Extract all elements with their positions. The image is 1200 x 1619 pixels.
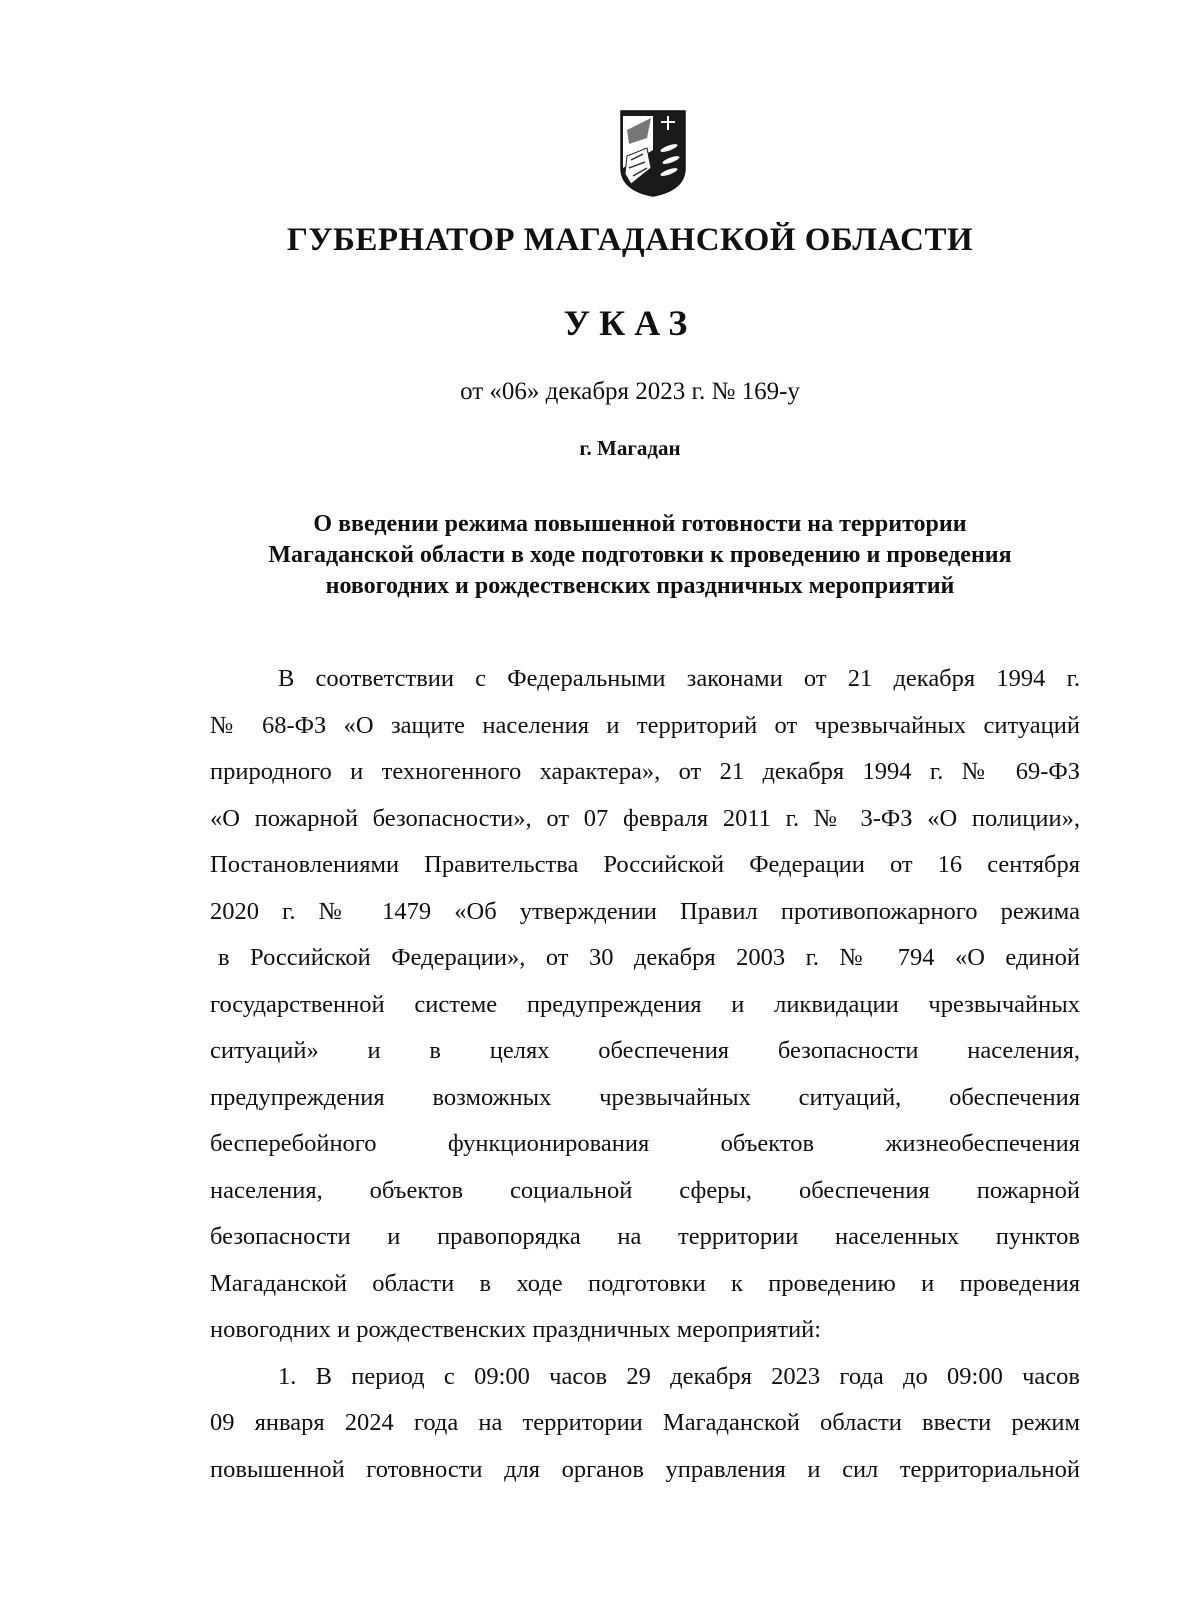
document-date-number: от «06» декабря 2023 г. № 169-у [460, 378, 800, 405]
subject-line: Магаданской области в ходе подготовки к проведению и проведения [268, 542, 1012, 568]
coat-of-arms-emblem [617, 108, 689, 198]
body-line: 1. В период с 09:00 часов 29 декабря 2023 года до 09:00 часов [278, 1362, 1080, 1390]
body-line: в Российской Федерации», от 30 декабря 2003 г. № 794 «О единой [218, 944, 1080, 971]
body-line: «О пожарной безопасности», от 07 февраля 2011 г. № 3-ФЗ «О полиции», [210, 804, 1080, 832]
body-line: новогодних и рождественских праздничных мероприятий: [210, 1316, 822, 1343]
body-line: безопасности и правопорядка на территории населенных пунктов [210, 1223, 1080, 1250]
body-line: Постановлениями Правительства Российской Федерации от 16 сентября [210, 851, 1080, 878]
subject-line: новогодних и рождественских праздничных мероприятий [325, 573, 955, 599]
body-line: населения, объектов социальной сферы, обеспечения пожарной [210, 1176, 1080, 1204]
document-subject [200, 509, 1080, 602]
body-line: № 68-ФЗ «О защите населения и территорий от чрезвычайных ситуаций [210, 711, 1080, 739]
body-line: предупреждения возможных чрезвычайных ситуаций, обеспечения [210, 1083, 1080, 1111]
body-line: повышенной готовности для органов управления и сил территориальной [210, 1455, 1080, 1483]
document-city: г. Магадан [579, 436, 681, 460]
body-line: бесперебойного функционирования объектов жизнеобеспечения [210, 1130, 1080, 1157]
body-line: Магаданской области в ходе подготовки к проведению и проведения [210, 1269, 1080, 1297]
document-body [210, 664, 1080, 1501]
body-line: государственной системе предупреждения и ликвидации чрезвычайных [210, 990, 1080, 1018]
body-line: природного и техногенного характера», от 21 декабря 1994 г. № 69-ФЗ [210, 758, 1080, 785]
body-line: 2020 г. № 1479 «Об утверждении Правил противопожарного режима [210, 897, 1080, 925]
body-line: В соответствии с Федеральными законами от 21 декабря 1994 г. [278, 665, 1080, 692]
body-line: 09 января 2024 года на территории Магаданской области ввести режим [210, 1409, 1080, 1436]
body-line: ситуаций» и в целях обеспечения безопасности населения, [210, 1037, 1080, 1064]
subject-line: О введении режима повышенной готовности на территории [313, 511, 967, 537]
document-type: УКАЗ [563, 303, 697, 343]
issuer-title: ГУБЕРНАТОР МАГАДАНСКОЙ ОБЛАСТИ [286, 222, 974, 258]
